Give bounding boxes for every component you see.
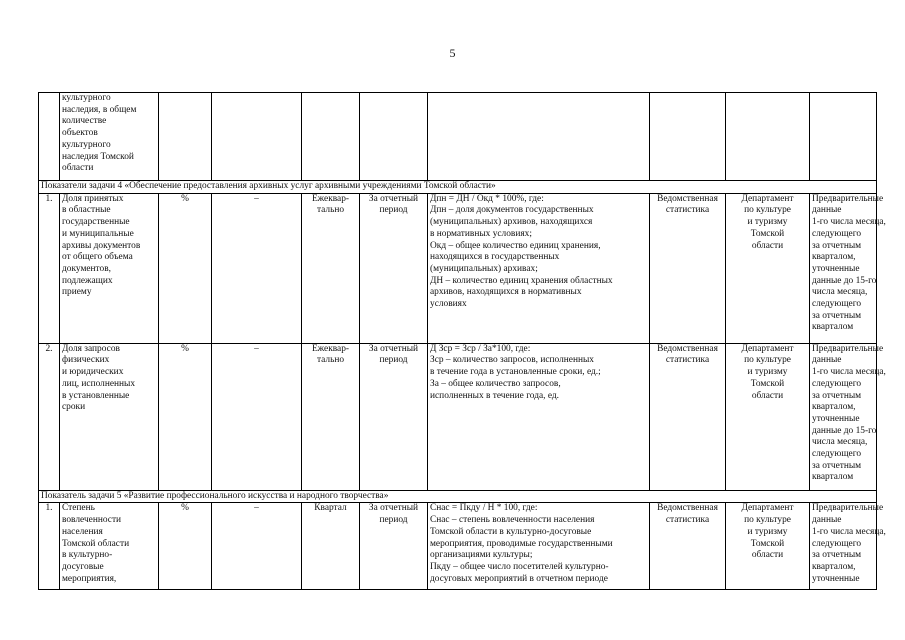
cell-line: Окд – общее количество единиц хранения, <box>430 240 601 251</box>
cell-line: наследия, в общем <box>62 104 137 115</box>
cell-line: лиц, исполненных <box>62 378 136 389</box>
page-number: 5 <box>449 46 456 60</box>
cell-line: За отчетный <box>368 343 419 354</box>
formula-cell <box>428 503 650 590</box>
row-number-cell: 2. <box>39 343 60 490</box>
cell-line: следующего <box>812 299 862 310</box>
cell-line: период <box>379 205 408 216</box>
cell-line: Квартал <box>314 503 347 514</box>
cell-line: сроки <box>62 402 86 413</box>
table-row <box>39 193 877 343</box>
cell-line: Предварительные <box>812 193 884 204</box>
table-row <box>39 503 877 590</box>
cell-line: объектов <box>62 128 98 139</box>
cell-line: следующего <box>812 538 862 549</box>
frequency-cell <box>302 503 360 590</box>
cell-line: и туризму <box>747 526 788 537</box>
cell-line: 1-го числа месяца, <box>812 217 886 228</box>
formula-cell <box>428 193 650 343</box>
cell-line: условиях <box>430 299 467 310</box>
responsible-cell <box>726 93 810 181</box>
cell-line: по культуре <box>744 205 791 216</box>
cell-line: Зср – количество запросов, исполненных <box>430 355 594 366</box>
indicator-name-cell <box>60 503 159 590</box>
cell-line: Доля принятых <box>62 193 124 204</box>
cell-line: Ведомственная <box>657 343 718 354</box>
cell-line: области <box>62 163 94 174</box>
cell-line: физических <box>62 355 110 366</box>
cell-line: за отчетным <box>812 310 862 321</box>
cell-line: кварталом, <box>812 252 856 263</box>
responsible-cell <box>726 343 810 490</box>
cell-line: досуговые <box>62 561 104 572</box>
cell-line: в областные <box>62 205 111 216</box>
cell-line: в установленные <box>62 390 130 401</box>
cell-line: Степень <box>62 503 95 514</box>
cell-line: данные до 15-го <box>812 425 877 436</box>
cell-line: Томской <box>750 378 785 389</box>
frequency-cell <box>302 193 360 343</box>
cell-line: наследия Томской <box>62 151 134 162</box>
cell-line: За – общее количество запросов, <box>430 378 561 389</box>
cell-line: статистика <box>665 515 710 526</box>
cell-line: статистика <box>665 205 710 216</box>
unit-cell: % <box>159 193 212 343</box>
cell-line: кварталом, <box>812 402 856 413</box>
cell-line: Томской области <box>62 538 130 549</box>
cell-line: 1-го числа месяца, <box>812 526 886 537</box>
cell-line: Д Зср = Зср / За*100, где: <box>430 343 531 354</box>
cell-line: период <box>379 515 408 526</box>
cell-line: Томской <box>750 228 785 239</box>
cell-line: кварталом <box>812 472 854 483</box>
cell-line: Снас = Пкду / Н * 100, где: <box>430 503 538 514</box>
cell-line: по культуре <box>744 515 791 526</box>
cell-line: кварталом <box>812 322 854 333</box>
base-value-cell: – <box>212 343 302 490</box>
cell-line: Томской области в культурно-досуговые <box>430 526 592 537</box>
cell-line: данные до 15-го <box>812 275 877 286</box>
cell-line: мероприятия, <box>62 573 117 584</box>
cell-line: Департамент <box>741 503 794 514</box>
cell-line: области <box>751 240 784 251</box>
cell-line: кварталом, <box>812 561 856 572</box>
cell-line: Департамент <box>741 193 794 204</box>
cell-line: архивов, находящихся в нормативных <box>430 287 582 298</box>
cell-line: числа месяца, <box>812 437 868 448</box>
responsible-cell <box>726 503 810 590</box>
table-body <box>39 93 886 590</box>
cell-line: уточненные <box>812 263 860 274</box>
cell-line: культурного <box>62 93 111 103</box>
cell-line: ДН – количество единиц хранения областных <box>430 275 613 286</box>
data-source-cell <box>650 503 726 590</box>
cell-line: уточненные <box>812 413 860 424</box>
indicator-name-cell <box>60 193 159 343</box>
cell-line: организациями культуры; <box>430 550 533 561</box>
cell-line: Ежеквар- <box>311 343 350 354</box>
cell-line: тально <box>316 205 345 216</box>
deadline-cell <box>810 193 886 343</box>
cell-line: Департамент <box>741 343 794 354</box>
data-source-cell <box>650 343 726 490</box>
period-cell <box>360 343 428 490</box>
responsible-cell <box>726 193 810 343</box>
cell-line: За отчетный <box>368 503 419 514</box>
cell-line: Ведомственная <box>657 193 718 204</box>
period-cell <box>360 193 428 343</box>
cell-line: вовлеченности <box>62 515 122 526</box>
cell-line: данные <box>812 205 842 216</box>
cell-line: Снас – степень вовлеченности населения <box>430 515 595 526</box>
row-number-cell <box>39 93 60 181</box>
cell-line: и юридических <box>62 367 124 378</box>
cell-line: Доля запросов <box>62 343 120 354</box>
indicator-name-cell <box>60 93 159 181</box>
cell-line: в течение года в установленные сроки, ед.; <box>430 367 601 378</box>
cell-line: культурного <box>62 139 111 150</box>
deadline-cell <box>810 343 886 490</box>
unit-cell: % <box>159 503 212 590</box>
cell-line: тально <box>316 355 345 366</box>
cell-line: числа месяца, <box>812 287 868 298</box>
cell-line: за отчетным <box>812 240 862 251</box>
section-header: Показатель задачи 5 «Развитие профессионального искусства и народного творчества» <box>39 490 877 503</box>
cell-line: данные <box>812 355 842 366</box>
cell-line: период <box>379 355 408 366</box>
cell-line: от общего объема <box>62 252 133 263</box>
cell-line: находящихся в государственных <box>430 252 560 263</box>
section-header-row <box>39 181 877 194</box>
table-row <box>39 93 877 181</box>
cell-line: следующего <box>812 228 862 239</box>
cell-line: населения <box>62 526 103 537</box>
cell-line: Пкду – общее число посетителей культурно- <box>430 561 609 572</box>
cell-line: 1-го числа месяца, <box>812 367 886 378</box>
cell-line: следующего <box>812 449 862 460</box>
formula-cell <box>428 343 650 490</box>
cell-line: подлежащих <box>62 275 113 286</box>
cell-line: статистика <box>665 355 710 366</box>
cell-line: приему <box>62 287 92 298</box>
deadline-cell <box>810 93 877 181</box>
cell-line: области <box>751 550 784 561</box>
cell-line: в культурно- <box>62 550 113 561</box>
data-source-cell <box>650 193 726 343</box>
cell-line: Предварительные <box>812 343 884 354</box>
cell-line: (муниципальных) архивов, находящихся <box>430 217 593 228</box>
cell-line: и туризму <box>747 217 788 228</box>
cell-line: за отчетным <box>812 390 862 401</box>
table-row <box>39 343 877 490</box>
row-number-cell: 1. <box>39 193 60 343</box>
cell-line: Томской <box>750 538 785 549</box>
cell-line: уточненные <box>812 573 860 584</box>
cell-line: (муниципальных) архивах; <box>430 263 538 274</box>
data-source-cell <box>650 93 726 181</box>
deadline-cell <box>810 503 886 590</box>
cell-line: Ежеквар- <box>311 193 350 204</box>
base-value-cell: – <box>212 193 302 343</box>
cell-line: и муниципальные <box>62 228 134 239</box>
cell-line: данные <box>812 515 842 526</box>
cell-line: по культуре <box>744 355 791 366</box>
section-header: Показатели задачи 4 «Обеспечение предоставления архивных услуг архивными учреждениями Томской области» <box>39 181 877 194</box>
frequency-cell <box>302 343 360 490</box>
section-header-row <box>39 490 877 503</box>
cell-line: Предварительные <box>812 503 884 514</box>
indicators-table <box>38 92 886 590</box>
cell-line: Дпн – доля документов государственных <box>430 205 594 216</box>
period-cell <box>360 93 428 181</box>
frequency-cell <box>302 93 360 181</box>
period-cell <box>360 503 428 590</box>
unit-cell: % <box>159 343 212 490</box>
cell-line: области <box>751 390 784 401</box>
cell-line: количестве <box>62 116 107 127</box>
cell-line: За отчетный <box>368 193 419 204</box>
cell-line: за отчетным <box>812 460 862 471</box>
formula-cell <box>428 93 650 181</box>
cell-line: документов, <box>62 263 111 274</box>
cell-line: и туризму <box>747 367 788 378</box>
cell-line: исполненных в течение года, ед. <box>430 390 559 401</box>
cell-line: досуговых мероприятий в отчетном периоде <box>430 573 608 584</box>
cell-line: в нормативных условиях; <box>430 228 532 239</box>
indicator-name-cell <box>60 343 159 490</box>
cell-line: Ведомственная <box>657 503 718 514</box>
unit-cell <box>159 93 212 181</box>
row-number-cell: 1. <box>39 503 60 590</box>
base-value-cell <box>212 93 302 181</box>
base-value-cell: – <box>212 503 302 590</box>
cell-line: мероприятия, проводимые государственными <box>430 538 613 549</box>
cell-line: архивы документов <box>62 240 141 251</box>
cell-line: государственные <box>62 217 130 228</box>
cell-line: следующего <box>812 378 862 389</box>
cell-line: Дпн = ДН / Окд * 100%, где: <box>430 193 544 204</box>
cell-line: за отчетным <box>812 550 862 561</box>
